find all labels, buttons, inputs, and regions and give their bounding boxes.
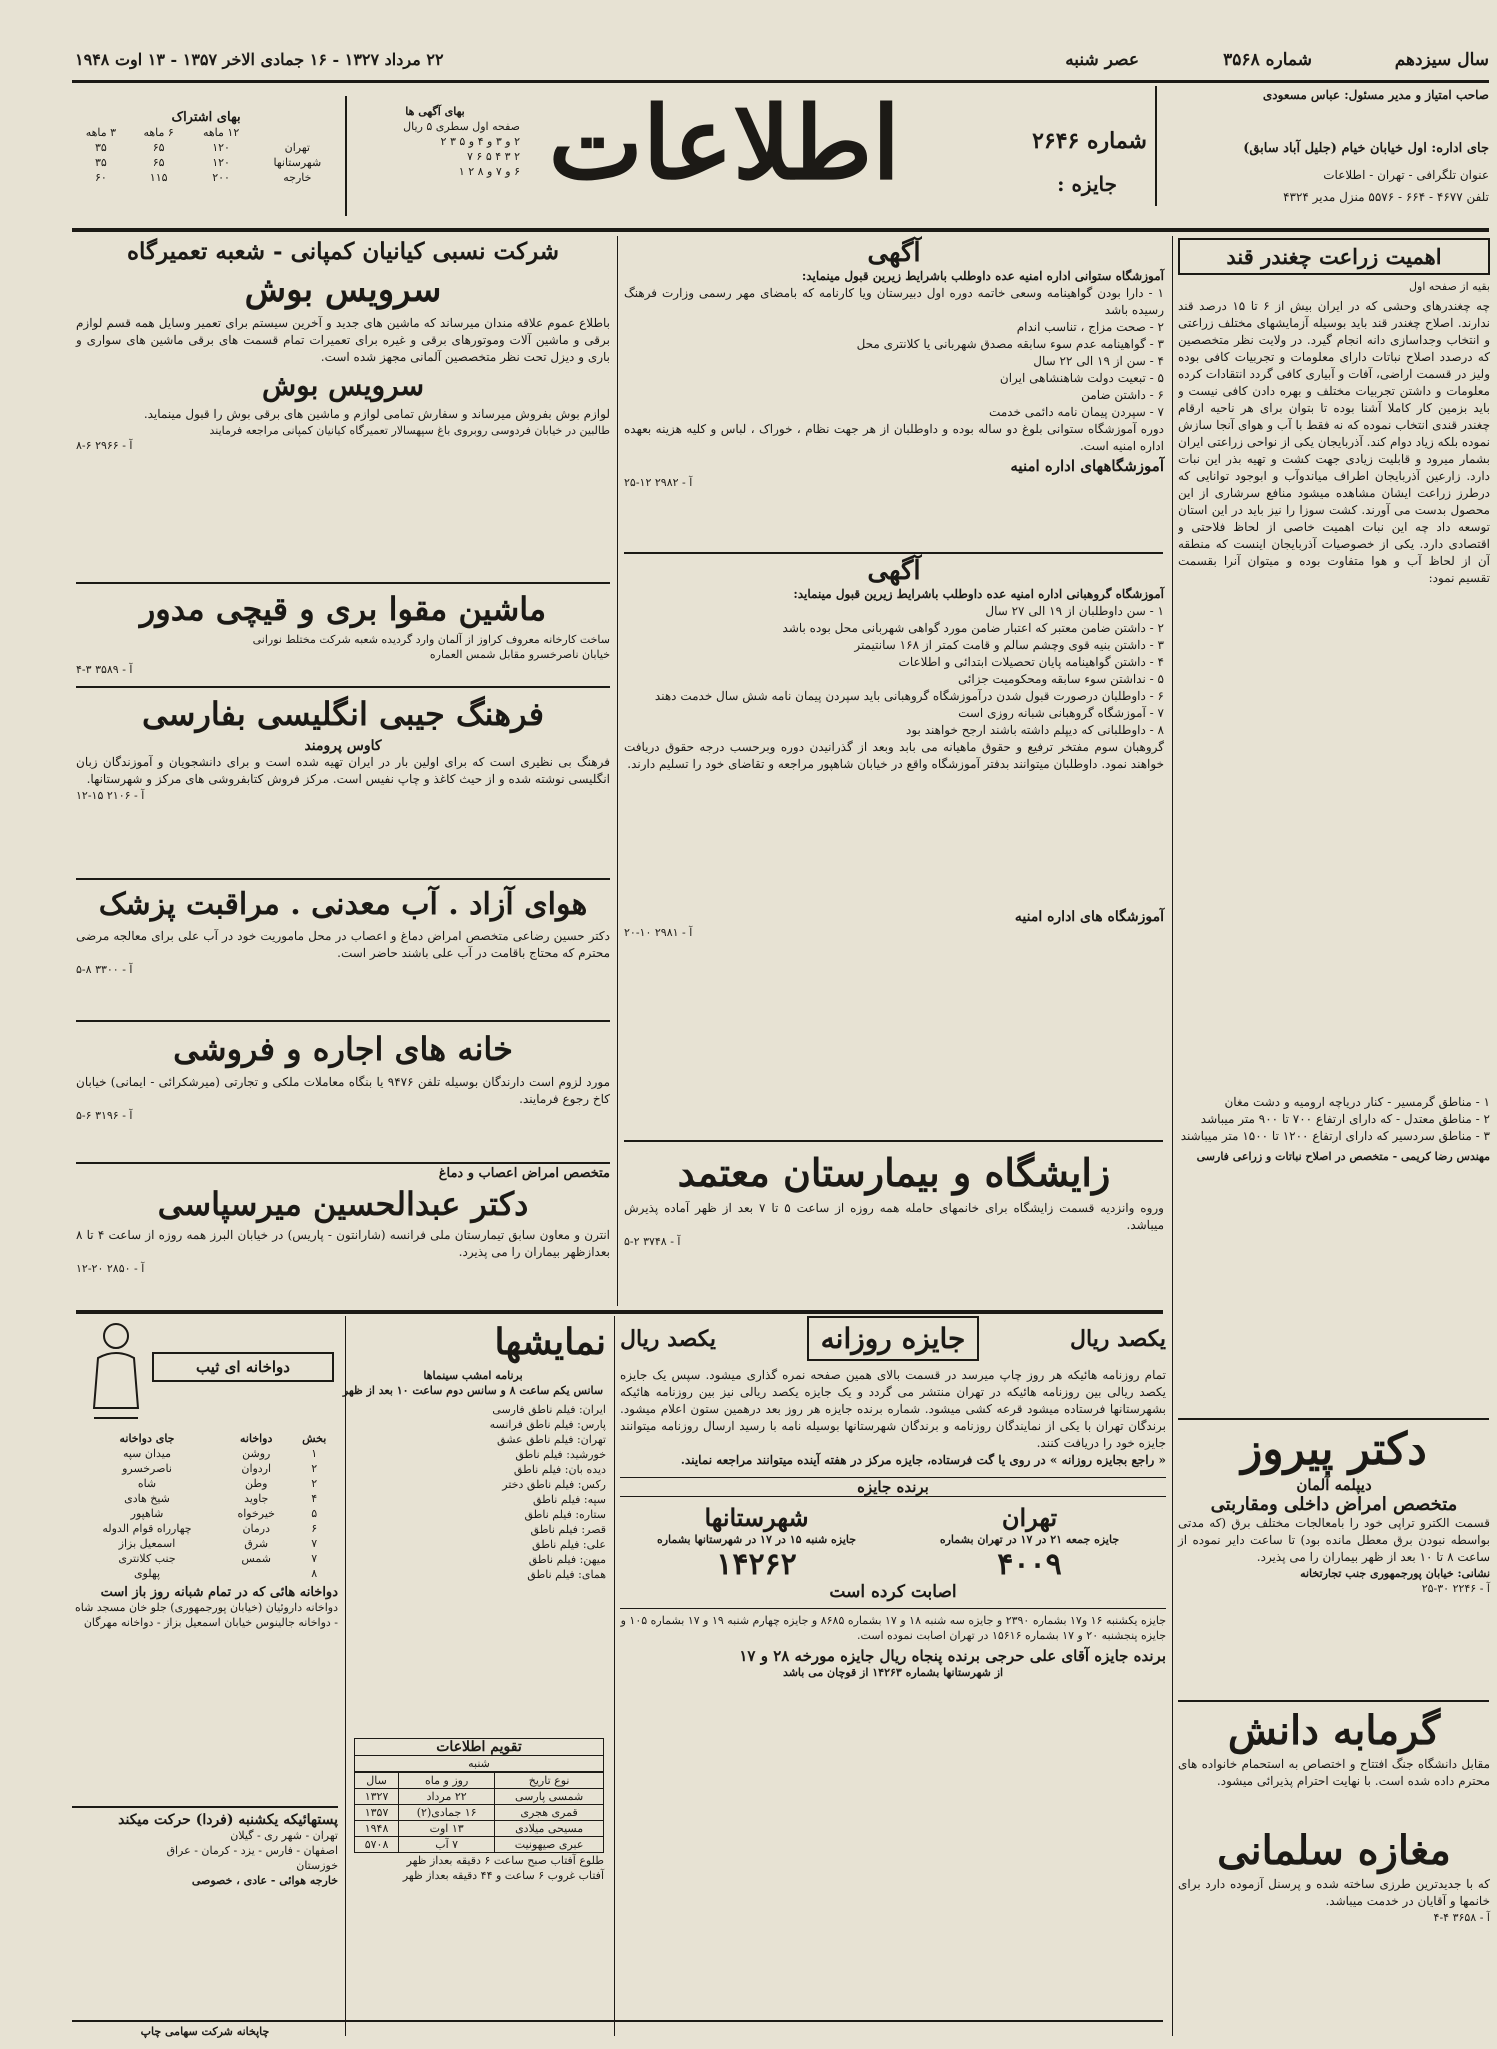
pharmacy-note-body: دواخانه داروئیان (خیابان پورجمهوری) جلو خان مسجد شاه - دواخانه جالینوس خیابان اسمعیل بزاز - دواخانه مهرگان <box>75 1601 338 1629</box>
list-item: میهن: فیلم ناطق <box>528 1553 606 1566</box>
houses-ad <box>76 1024 610 1123</box>
calendar-cell: ۱۳۲۷ <box>355 1789 399 1805</box>
subscription-cell: ۱۲۰ <box>212 156 230 169</box>
subscription-cell: ۶۵ <box>152 141 165 154</box>
notice-signature: آموزشگاههای اداره امنیه <box>1010 457 1164 475</box>
post-line: تهران - شهر ری - گیلان <box>230 1829 338 1842</box>
list-item: ۲ - داشتن ضامن معتبر که اعتبار ضامن مورد گواهی شهربانی محل بوده باشد <box>782 621 1164 635</box>
ad-code: آ - ۲۸۵۰ ۲۰-۱۲ <box>76 1262 145 1275</box>
pharmacy-cell: شیخ هادی <box>124 1492 170 1505</box>
ad-price-title: بهای آگهی ها <box>405 105 465 118</box>
post-line: خوزستان <box>296 1859 338 1872</box>
subscription-cell: خارجه <box>283 171 312 184</box>
rule <box>624 1140 1163 1142</box>
calendar-section <box>354 1738 604 1883</box>
prize-tehran-text: جایزه جمعه ۲۱ در ۱۷ در تهران بشماره <box>939 1533 1120 1546</box>
ad-code: آ - ۳۶۵۸ ۴-۴ <box>1433 1911 1490 1924</box>
post-line: اصفهان - فارس - یزد - کرمان - عراق <box>166 1844 338 1857</box>
dictionary-ad <box>76 690 610 803</box>
maternity-ad <box>624 1146 1164 1249</box>
pharmacy-cell: پهلوی <box>133 1567 161 1580</box>
calendar-cell: ۱۳ اوت <box>399 1821 495 1837</box>
rule <box>624 552 1163 554</box>
rule <box>1178 1700 1489 1702</box>
prize-winners-title: برنده جایزه <box>620 1477 1166 1497</box>
list-item: ۵ - نداشتن سوء سابقه ومحکومیت جزائی <box>958 672 1164 686</box>
prize-rule: « راجع بجایزه روزانه » در روی یا گت فرستاده، جایزه مرکز در هفته آینده میتوانند مراجعه نمایند. <box>680 1453 1166 1467</box>
notice-code: آ - ۲۹۸۱ ۱۰-۲۰ <box>624 926 693 939</box>
ad-title: دکتر پیروز <box>1241 1424 1427 1475</box>
pharmacy-sign <box>72 1316 338 1431</box>
ad-body: وروه وانزدیه قسمت زایشگاه برای خانمهای حامله همه روزه از ساعت ۵ تا ۷ بعد از ظهر آماده پذیرش میباشد. <box>624 1201 1164 1232</box>
top-rule <box>72 80 1489 83</box>
band-rule <box>76 1310 1163 1314</box>
ad-header: شرکت نسبی کیانیان کمپانی - شعبه تعمیرگاه <box>126 238 560 265</box>
subscription-box <box>72 110 340 185</box>
shows-list <box>340 1402 606 1582</box>
list-item: ۲ - مناطق معتدل - که دارای ارتفاع ۷۰۰ تا ۹۰۰ متر میباشد <box>1200 1112 1490 1126</box>
masthead-phones: تلفن ۴۶۷۷ - ۶۶۴ - ۵۵۷۶ منزل مدیر ۴۳۲۴ <box>1283 190 1489 204</box>
notice-intro: آموزشگاه ستوانی اداره امنیه عده داوطلب باشرایط زیرین قبول مینماید: <box>801 269 1164 283</box>
list-item: ۷ - سپردن پیمان نامه دائمی خدمت <box>989 405 1164 419</box>
pharmacy-cell: ۵ <box>311 1507 318 1520</box>
notice-1 <box>624 238 1164 490</box>
pharmacy-sign-text: دواخانه ای ثیب <box>152 1352 334 1382</box>
list-item: ۴ - سن از ۱۹ الی ۲۲ سال <box>1033 354 1164 368</box>
calendar-day: شنبه <box>354 1756 604 1772</box>
pharmacy-cell: خیرخواه <box>237 1507 275 1520</box>
pharmacy-cell: ۱ <box>311 1447 318 1460</box>
calendar-cell: شمسی پارسی <box>495 1789 604 1805</box>
masthead-license: صاحب امتیاز و مدیر مسئول: عباس مسعودی <box>1262 88 1489 102</box>
ad-specialty: متخصص امراض اعصاب و دماغ <box>438 1166 610 1181</box>
ad-code: آ - ۳۵۸۹ ۳-۴ <box>76 663 133 676</box>
calendar-header: سال <box>355 1773 399 1789</box>
list-item: ۶ - داشتن ضامن <box>1081 388 1164 402</box>
calendar-sunset: آفتاب غروب ۶ ساعت و ۴۴ دقیقه بعداز ظهر <box>402 1869 604 1882</box>
notice-intro: آموزشگاه گروهبانی اداره امنیه عده داوطلب باشرایط زیرین قبول مینماید: <box>793 587 1164 601</box>
subscription-cell: ۶۵ <box>152 156 165 169</box>
calendar-sunrise: طلوع آفتاب صبح ساعت ۶ دقیقه بعداز ظهر <box>406 1854 604 1867</box>
machine-ad <box>76 586 610 677</box>
ad-body: لوازم بوش بفروش میرساند و سفارش تمامی لوازم و ماشین های برقی بوش را قبول مینماید. <box>143 407 610 421</box>
prize-tehran <box>898 1503 1160 1582</box>
barber-ad <box>1178 1826 1490 1925</box>
prize-winner: برنده جایزه آقای علی حرجی برنده پنجاه ریال جایزه مورخه ۲۸ و ۱۷ <box>739 1647 1166 1665</box>
calendar-cell: ۵۷۰۸ <box>355 1837 399 1853</box>
calendar-header: روز و ماه <box>399 1773 495 1789</box>
peyrouz-ad <box>1178 1424 1490 1596</box>
shows-title: نمایشها <box>494 1321 606 1363</box>
calendar-cell: ۲۲ مرداد <box>399 1789 495 1805</box>
ad-address: طالبین در خیابان فردوسی روبروی باغ سپهسالار تعمیرگاه کیانیان کمپانی مراجعه فرمایند <box>209 424 610 437</box>
prize-title: جایزه روزانه <box>807 1316 980 1361</box>
pharmacy-cell: شرق <box>244 1537 269 1550</box>
masthead-telegraph: عنوان تلگرافی - تهران - اطلاعات <box>1323 168 1489 182</box>
pharmacy-cell: چهارراه قوام الدوله <box>102 1522 192 1535</box>
pharmacy-header: بخش <box>302 1432 327 1445</box>
pharmacy-cell: اسمعیل بزاز <box>118 1537 176 1550</box>
pharmacy-cell: ۷ <box>311 1537 318 1550</box>
header-issue: شماره ۳۵۶۸ <box>1223 50 1312 70</box>
prize-cities-label: شهرستانها <box>704 1503 809 1532</box>
pharmacy-table <box>72 1431 338 1581</box>
prize-amount-left: یکصد ریال <box>620 1325 716 1352</box>
pharmacy-cell: درمان <box>242 1522 270 1535</box>
ad-subtitle: دیپلمه آلمان <box>1296 1476 1372 1494</box>
pharmacist-icon <box>76 1318 156 1428</box>
pharmacy-cell <box>222 1566 291 1581</box>
subscription-cell: ۲۰۰ <box>212 171 230 184</box>
ad-price-line: ۲ و ۳ و ۴ و ۵ ۳ ۲ <box>440 135 520 148</box>
ad-title: زایشگاه و بیمارستان معتمد <box>677 1150 1111 1195</box>
prize-cities-number: ۱۴۲۶۲ <box>716 1547 797 1582</box>
subscription-cell: ۳۵ <box>94 141 107 154</box>
pharmacy-section <box>72 1316 338 1630</box>
ad-title: فرهنگ جیبی انگلیسی بفارسی <box>141 695 545 733</box>
rule <box>72 1806 338 1808</box>
list-item: ۸ - داوطلبانی که دیپلم داشته باشند ارجح خواهند بود <box>906 723 1164 737</box>
list-item: ۳ - مناطق سردسیر که دارای ارتفاع ۱۲۰۰ تا ۱۵۰۰ متر میباشند <box>1180 1129 1490 1143</box>
prize-amount-right: یکصد ریال <box>1070 1325 1166 1352</box>
pharmacy-cell: ۸ <box>311 1567 318 1580</box>
column-divider <box>617 236 618 1306</box>
prize-cities <box>625 1503 887 1582</box>
rule <box>76 878 610 880</box>
ad-title: گرمابه دانش <box>1227 1707 1441 1754</box>
pharmacy-cell: جاوید <box>244 1492 269 1505</box>
list-item: پارس: فیلم ناطق فرانسه <box>489 1418 606 1431</box>
header-year: سال سیزدهم <box>1394 50 1489 70</box>
doctor-ad <box>76 1166 610 1276</box>
calendar-cell: قمری هجری <box>495 1805 604 1821</box>
list-item: ۷ - آموزشگاه گروهبانی شبانه روزی است <box>958 706 1164 720</box>
subscription-cell: ۶۰ <box>94 171 107 184</box>
subscription-cell: تهران <box>284 141 310 154</box>
prize-winner-note: از شهرستانها بشماره ۱۴۲۶۳ از قوچان می باشد <box>782 1666 1004 1679</box>
notice-title: آگهی <box>867 556 921 586</box>
ad-code: آ - ۲۲۴۶ ۳۰-۲۵ <box>1421 1582 1490 1595</box>
ad-title: مغازه سلمانی <box>1217 1827 1451 1874</box>
masthead-bottom-rule <box>72 228 1489 232</box>
ad-code: آ - ۳۳۰۰ ۸-۵ <box>76 963 133 976</box>
list-item: ۳ - داشتن بنیه قوی وچشم سالم و قامت کمتر از ۱۶۸ سانتیمتر <box>854 638 1164 652</box>
header-date: ۲۲ مرداد ۱۳۲۷ - ۱۶ جمادی الاخر ۱۳۵۷ - ۱۳ اوت ۱۹۴۸ <box>75 50 444 69</box>
pharmacy-header: دواخانه <box>240 1432 273 1445</box>
notice-list <box>624 603 1164 739</box>
list-item: تهران: فیلم ناطق عشق <box>497 1433 606 1446</box>
ad-title: دکتر عبدالحسین میرسپاسی <box>157 1185 529 1223</box>
masthead-title: اطلاعات <box>548 84 900 202</box>
ad-body: دکتر حسین رضاعی متخصص امراض دماغ و اعصاب در محل ماموریت خود در آب علی برای معالجه مرضی محترم که محتاج باقامت در آب علی باشند حاضر است. <box>76 929 610 960</box>
pharmacy-cell: ۲ <box>311 1462 318 1475</box>
ad-price-line: ۲ ۳ ۴ ۵ ۶ ۷ <box>466 150 520 163</box>
list-item: ستاره: فیلم ناطق <box>524 1508 606 1521</box>
prize-cities-text: جایزه شنبه ۱۵ در ۱۷ در شهرستانها بشماره <box>656 1533 857 1546</box>
rule <box>76 1020 610 1022</box>
ad-author: کاوس پرومند <box>304 738 382 754</box>
printer: چاپخانه شرکت سهامی چاپ <box>140 2025 270 2038</box>
ad-price-box <box>350 104 520 179</box>
ad-title: ماشین مقوا بری و قیچی مدور <box>139 590 547 628</box>
notice-list <box>624 285 1164 421</box>
calendar-table <box>354 1772 604 1853</box>
ad-title: سرویس بوش <box>244 270 442 310</box>
list-item: دیده بان: فیلم ناطق <box>513 1463 606 1476</box>
list-item: ۱ - دارا بودن گواهینامه وسعی خاتمه دوره اول دبیرستان ویا کارنامه که بامضای مهر رسمی وزارت فرهنگ رسیده باشد <box>624 286 1164 317</box>
shows-sessions: سانس یکم ساعت ۸ و سانس دوم ساعت ۱۰ بعد از ظهر <box>342 1384 604 1397</box>
bosch-ad <box>76 238 610 453</box>
subscription-cell: ۱۲۰ <box>212 141 230 154</box>
post-air: خارجه هوائی - عادی ، خصوصی <box>191 1874 338 1887</box>
ad-body: مورد لزوم است دارندگان بوسیله تلفن ۹۴۷۶ یا بنگاه معاملات ملکی و تجارتی (میرشکرائی - ایمانی) خیابان کاخ رجوع فرمایند. <box>76 1075 610 1106</box>
notice-code: آ - ۲۹۸۲ ۱۲-۲۵ <box>624 476 693 489</box>
column-divider <box>614 1316 615 2036</box>
article-list <box>1178 1094 1490 1145</box>
post-section <box>72 1812 338 1888</box>
ad-body: انترن و معاون سابق تیمارستان ملی فرانسه (شارانتون - پاریس) در خیابان البرز همه روزه از ساعت ۴ تا ۸ بعدازظهر بیماران را می پذیرد. <box>76 1228 611 1259</box>
list-item: ۱ - مناطق گرمسیر - کنار دریاچه ارومیه و دشت مغان <box>1224 1095 1490 1109</box>
ad-code: آ - ۳۱۹۶ ۶-۵ <box>76 1109 133 1122</box>
notice-2 <box>624 556 1164 940</box>
rule <box>76 1162 610 1164</box>
ad-price-line: صفحه اول سطری ۵ ریال <box>403 120 520 133</box>
calendar-cell: ۱۳۵۷ <box>355 1805 399 1821</box>
list-item: قصر: فیلم ناطق <box>530 1523 606 1536</box>
pharmacy-cell: شمس <box>241 1552 272 1565</box>
ad-code: آ - ۳۷۴۸ ۲-۵ <box>624 1235 681 1248</box>
shows-section <box>340 1316 606 1582</box>
ad-body: قسمت الکترو تراپی خود را بامعالجات مختلف برق (که مدتی بواسطه نبودن برق معطل مانده بود) تا ساعت دایر نموده از ساعت ۸ تا ۱۰ بعد از ظهر بیماران را می پذیرد. <box>1178 1516 1490 1564</box>
prize-footer: جایزه یکشنبه ۱۶ و۱۷ بشماره ۲۳۹۰ و جایزه سه شنبه ۱۸ و ۱۷ بشماره ۸۶۸۵ و جایزه چهارم شنبه ۱۹ و ۱۷ بشماره ۱۰۵ و جایزه پنجشنبه ۲۰ و ۱۷ بشماره ۱۵۶۱۶ در تهران اصابت نموده است. <box>620 1608 1166 1643</box>
prize-tehran-number: ۴۰۰۹ <box>997 1547 1062 1582</box>
list-item: ۴ - داشتن گواهینامه پایان تحصیلات ابتدائی و اطلاعات <box>898 655 1164 669</box>
ad-body: مقابل دانشگاه جنگ افتتاح و اختصاص به استحمام خانواده های محترم داده شده است. با نهایت احترام پذیرائی میشود. <box>1178 1757 1490 1788</box>
subscription-header: ۶ ماهه <box>143 126 174 139</box>
subscription-cell: ۳۵ <box>94 156 107 169</box>
list-item: علی: فیلم ناطق <box>532 1538 606 1551</box>
post-title: پستهائیکه یکشنبه (فردا) حرکت میکند <box>118 1812 338 1828</box>
calendar-cell: مسیحی میلادی <box>495 1821 604 1837</box>
pharmacy-note: دواخانه هائی که در تمام شبانه روز باز است <box>100 1585 338 1600</box>
subscription-cell: ۱۱۵ <box>149 171 168 184</box>
prize-tehran-label: تهران <box>1001 1503 1058 1532</box>
air-ad <box>76 882 610 977</box>
pharmacy-cell: شاهپور <box>130 1507 164 1520</box>
prize-section <box>620 1316 1166 1680</box>
right-column <box>1178 238 1490 1164</box>
subscription-header <box>255 125 340 140</box>
list-item: همای: فیلم ناطق <box>527 1568 606 1581</box>
pharmacy-cell: ناصرخسرو <box>122 1462 172 1475</box>
pharmacy-cell: شاه <box>137 1477 157 1490</box>
rule <box>76 686 610 688</box>
masthead-divider <box>1155 86 1157 206</box>
pharmacy-cell: اردوان <box>241 1462 272 1475</box>
subscription-header: ۳ ماهه <box>85 126 117 139</box>
notice-body: گروهبان سوم مفتخر ترفیع و حقوق ماهیانه می بابد وبعد از گذرانیدن دوره وبرحسب درجه حقوق دریافت خواهند نمود. داوطلبان میتوانند بدفتر آموزشگاه واقع در خیابان شاهپور مراجعه و تقاضای خود را تسلیم دارند. <box>624 740 1164 771</box>
bottom-rule <box>72 2020 1163 2022</box>
article-title: اهمیت زراعت چغندر قند <box>1178 238 1490 275</box>
list-item: ۳ - گواهینامه عدم سوء سابقه مصدق شهربانی یا کلانتری محل <box>856 337 1164 351</box>
calendar-cell: عبری صیهونیت <box>495 1837 604 1853</box>
list-item: خورشید: فیلم ناطق <box>515 1448 606 1461</box>
ad-address: خیابان ناصرخسرو مقابل شمس العماره <box>429 648 610 661</box>
article-subtitle: بقیه از صفحه اول <box>1409 280 1490 293</box>
ad-specialty: متخصص امراض داخلی ومقاربتی <box>1210 1494 1458 1515</box>
header-time: عصر شنبه <box>1065 50 1139 70</box>
pharmacy-header: جای دواخانه <box>119 1432 175 1445</box>
list-item: رکس: فیلم ناطق دختر <box>502 1478 606 1491</box>
prize-status: اصابت کرده است <box>829 1582 957 1602</box>
column-divider <box>345 1316 346 2036</box>
ad-body: باطلاع عموم علاقه مندان میرساند که ماشین های جدید و آخرین سیستم برای تعمیر وسایل همه قسم لوازم برقی و ماشین آلات وموتورهای برقی و غیره برای تعمیرات تمام قسمت های برقی ماشین های سواری و باری و دیزل تحت نظر متخصصین آلمانی مجهز شده است. <box>76 316 610 364</box>
list-item: ۱ - سن داوطلبان از ۱۹ الی ۲۷ سال <box>985 604 1164 618</box>
pharmacy-cell: ۴ <box>311 1492 318 1505</box>
ad-body: که با جدیدترین طرزی ساخته شده و پرسنل آزموده دارد برای خانمها و آقایان در خدمت میباشد. <box>1178 1877 1490 1908</box>
shows-subtitle: برنامه امشب سینماها <box>423 1369 523 1382</box>
article-signature: مهندس رضا کریمی - متخصص در اصلاح نباتات و زراعی فارسی <box>1196 1150 1490 1163</box>
list-item: ۵ - تبعیت دولت شاهنشاهی ایران <box>999 371 1164 385</box>
rule <box>76 582 610 584</box>
masthead-office: جای اداره: اول خیابان خیام (جلیل آباد سابق) <box>1243 141 1489 156</box>
pharmacy-cell: میدان سپه <box>122 1447 172 1460</box>
notice-title: آگهی <box>867 238 921 268</box>
ad-code: آ - ۲۱۰۶ ۱۵-۱۲ <box>76 789 145 802</box>
calendar-title: تقویم اطلاعات <box>354 1738 604 1756</box>
pharmacy-cell: روشن <box>242 1447 271 1460</box>
notice-body: دوره آموزشگاه ستوانی بلوغ دو ساله بوده و داوطلبان از هر جهت نظام ، خوراک ، لباس و کلیه هزینه بعهده اداره امنیه است. <box>624 422 1164 453</box>
ad-price-divider <box>345 96 347 216</box>
ad-title: خانه های اجاره و فروشی <box>173 1030 513 1068</box>
pharmacy-cell: جنب کلانتری <box>118 1552 176 1565</box>
subscription-table <box>72 125 340 185</box>
pharmacy-cell: ۶ <box>311 1522 318 1535</box>
pharmacy-cell: ۷ <box>311 1552 318 1565</box>
pharmacy-cell: ۲ <box>311 1477 318 1490</box>
calendar-cell: ۱۶ جمادی(۲) <box>399 1805 495 1821</box>
subscription-title: بهای اشتراک <box>171 110 241 125</box>
ad-address: نشانی: خیابان پورجمهوری جنب تجارتخانه <box>1300 1567 1490 1580</box>
list-item: ایران: فیلم ناطق فارسی <box>492 1403 606 1416</box>
ad-body: ساخت کارخانه معروف کراوز از آلمان وارد گردیده شعبه شرکت مختلط نورانی <box>252 633 610 646</box>
ad-title: سرویس بوش <box>261 369 425 402</box>
ad-title: هوای آزاد . آب معدنی . مراقبت پزشک <box>98 887 588 922</box>
article-body: چه چغندرهای وحشی که در ایران بیش از ۶ تا ۱۵ درصد قند ندارند. اصلاح چغندر قند باید بوسیله آزمایشهای مختلف زراعتی و انتخاب وجداسازی دانه انجام گیرد. در ولایت نظر متخصصین که درصدد اصلاح نباتات دارای معلومات و تجربیات کافی بوده ولیز در قسمت اراضی، آفات و آبیاری کافی گردد انتقادات کرده معلومات و داشتن تجربیات مختلف و بهره دادن کافی نیست و باید بزمین کار کاملا آشنا بوده تا بتوان برای هر ناحیه ارقام چغندر قندی انتخاب نموده که نه فقط با آب و هوای آنجا سازش نموده بلکه زیاد دوام کند. آذربایجان یکی از نواحی زراعتی ایران بشمار میرود و قابلیت زیادی جهت کشت و تهیه بذر این نبات دارد. زارعین آذربایجان اطراف میاندوآب و ابوجود توانایی که درطرز زراعت ایشان مشاهده میشود منافع سرشاری از این محصول بدست می آورند. کشت سوزا را نیز باید در این استان توسعه داد چه این نبات اهمیت خاصی از لحاظ فلاحتی و اقتصادی دارد. یکی از خصوصیات آذربایجان اینست که منطقه آن از لحاظ آب و هوا متفاوت بوده و میتوان آنرا بقسمت تقسیم نمود: <box>1178 299 1490 585</box>
subscription-cell: شهرستانها <box>273 156 322 169</box>
pharmacy-cell: وطن <box>244 1477 268 1490</box>
list-item: ۲ - صحت مزاج ، تناسب اندام <box>1016 320 1164 334</box>
notice-signature: آموزشگاه های اداره امنیه <box>1014 909 1164 925</box>
ad-body: فرهنگ بی نظیری است که برای اولین بار در ایران تهیه شده است و برای دانشجویان و آموزندگان زبان انگلیسی نوشته شده و از حیث کاغذ و چاپ نفیس است. مرکز فروش کتابفروشی های مرکز و شهرستانها. <box>76 755 610 786</box>
calendar-header: نوع تاریخ <box>495 1773 604 1789</box>
ad-price-line: ۶ و ۷ و ۸ ۲ ۱ <box>458 165 520 178</box>
list-item: سپه: فیلم ناطق <box>532 1493 606 1506</box>
calendar-cell: ۱۹۴۸ <box>355 1821 399 1837</box>
rule <box>1178 1418 1489 1420</box>
masthead-number: شماره ۲۶۴۶ <box>1032 128 1147 154</box>
calendar-cell: ۷ آب <box>399 1837 495 1853</box>
list-item: ۶ - داوطلبان درصورت قبول شدن درآموزشگاه گروهبانی باید سپردن پیمان نامه شش سال خدمت دهند <box>654 689 1164 703</box>
ad-code: آ - ۲۹۶۶ ۶-۸ <box>76 439 133 452</box>
bath-ad <box>1178 1706 1490 1790</box>
prize-body: تمام روزنامه هائیکه هر روز چاپ میرسد در قسمت بالای همین صفحه نمره گذاری میشود. سپس یک جایزه یکصد ریالی بین روزنامه هائیکه در تهران منتشر می گردد و یک جایزه یکصد ریالی نیز بین روزنامه هائیکه بشهرستانها فرستاده میشود قرعه کشی میشود. شماره برنده جایزه هر روز بعد درهمین ستون اعلام میشود. برندگان تهران با یکی از نمایندگان روزنامه و برندگان شهرستانها بوسیله نامه با رسید ارسال روزنامه میتوانند جایزه خود را دریافت کنند. <box>620 1368 1166 1450</box>
column-divider <box>1172 236 1173 2036</box>
masthead-prize: جایزه : <box>1057 172 1117 196</box>
subscription-header: ۱۲ ماهه <box>202 126 240 139</box>
